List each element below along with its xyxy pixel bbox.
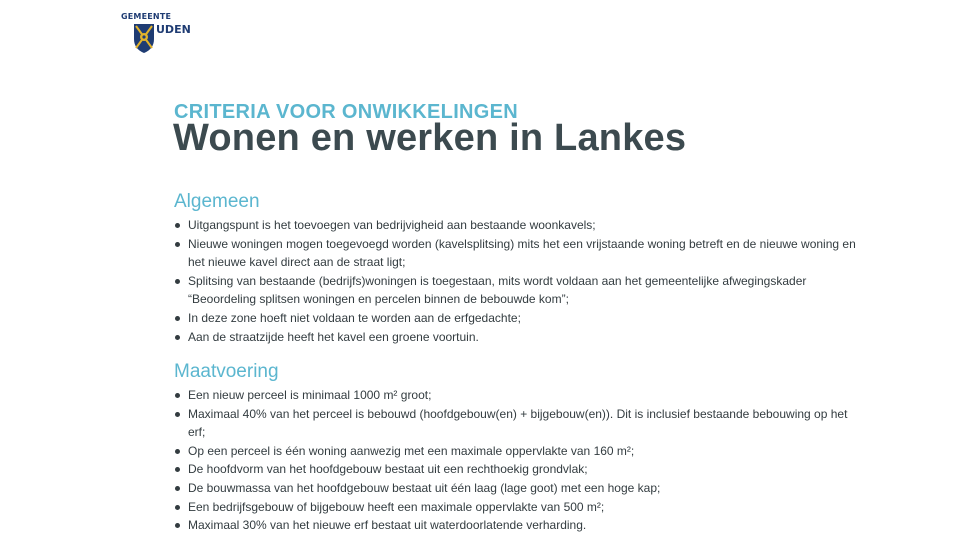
bullet-list xyxy=(174,386,864,535)
list-item: De bouwmassa van het hoofdgebouw bestaat uit één laag (lage goot) met een hoge kap; xyxy=(174,479,864,498)
list-item: Nieuwe woningen mogen toegevoegd worden (kavelsplitsing) mits het een vrijstaande woning betreft en de nieuwe woning en het nieuwe kavel direct aan de straat ligt; xyxy=(174,235,864,272)
bullet-list xyxy=(174,216,864,346)
logo-name: UDEN xyxy=(156,23,191,36)
list-item: Een bedrijfsgebouw of bijgebouw heeft een maximale oppervlakte van 500 m²; xyxy=(174,498,864,517)
section-heading: Algemeen xyxy=(174,191,260,212)
page-eyebrow: CRITERIA VOOR ONWIKKELINGEN xyxy=(174,101,519,123)
section-maatvoering xyxy=(174,360,864,535)
list-item: Een nieuw perceel is minimaal 1000 m² groot; xyxy=(174,386,864,405)
section-heading: Maatvoering xyxy=(174,361,279,382)
list-item: Maximaal 30% van het nieuwe erf bestaat uit waterdoorlatende verharding. xyxy=(174,516,864,535)
section-algemeen xyxy=(174,190,864,346)
list-item: Uitgangspunt is het toevoegen van bedrijvigheid aan bestaande woonkavels; xyxy=(174,216,864,235)
list-item: Splitsing van bestaande (bedrijfs)woningen is toegestaan, mits wordt voldaan aan het gemeentelijke afwegingskader “Beoordeling splitsen woningen en percelen binnen de bebouwde kom”; xyxy=(174,272,864,309)
municipality-logo xyxy=(118,10,214,60)
coat-of-arms-icon xyxy=(132,21,156,55)
list-item: In deze zone hoeft niet voldaan te worden aan de erfgedachte; xyxy=(174,309,864,328)
list-item: Op een perceel is één woning aanwezig met een maximale oppervlakte van 160 m²; xyxy=(174,442,864,461)
list-item: De hoofdvorm van het hoofdgebouw bestaat uit een rechthoekig grondvlak; xyxy=(174,460,864,479)
page-title: Wonen en werken in Lankes xyxy=(173,117,687,159)
list-item: Aan de straatzijde heeft het kavel een groene voortuin. xyxy=(174,328,864,347)
list-item: Maximaal 40% van het perceel is bebouwd (hoofdgebouw(en) + bijgebouw(en)). Dit is inclusief bestaande bebouwing op het erf; xyxy=(174,405,864,442)
logo-top-text: GEMEENTE xyxy=(121,12,172,21)
